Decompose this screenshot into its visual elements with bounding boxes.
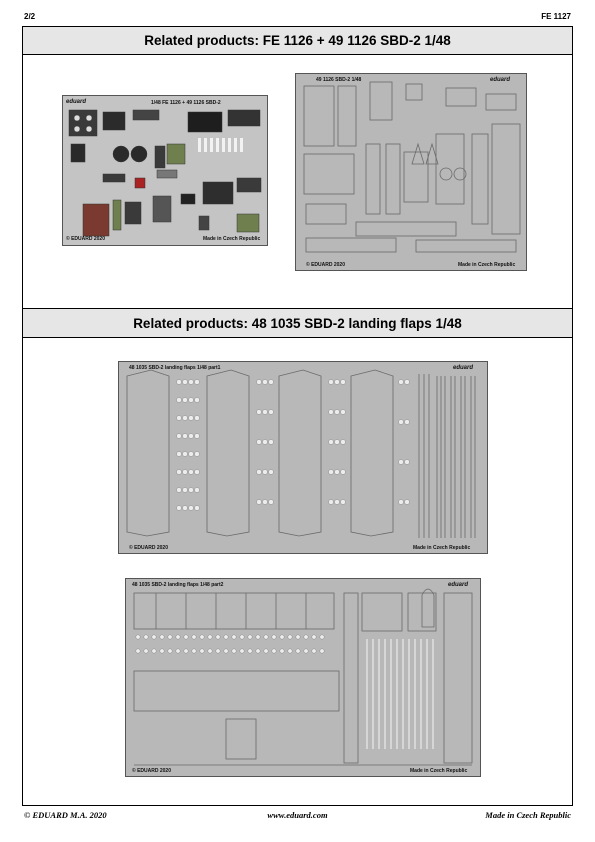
photo-etch-sheet-fe1126 xyxy=(62,95,268,246)
sheet-d-label: 48 1035 SBD-2 landing flaps 1/48 part2 xyxy=(132,582,224,588)
sheet-c-origin: Made in Czech Republic xyxy=(413,545,471,551)
sheet-d-origin: Made in Czech Republic xyxy=(410,768,468,774)
sheet-b-label: 49 1126 SBD-2 1/48 xyxy=(316,77,362,83)
sheet-a-copyright: © EDUARD 2020 xyxy=(66,236,105,242)
photo-etch-sheet-481035-part2 xyxy=(125,578,481,777)
footer-copyright: © EDUARD M.A. 2020 xyxy=(24,810,107,820)
product-code: FE 1127 xyxy=(541,12,571,21)
sheet-d-parts-drawing xyxy=(126,579,480,776)
section2-title: Related products: 48 1035 SBD-2 landing flaps 1/48 xyxy=(23,308,572,338)
sheet-a-brand: eduard xyxy=(66,99,87,105)
sheet-c-brand: eduard xyxy=(453,365,474,371)
photo-etch-sheet-481035-part1 xyxy=(118,361,488,554)
sheet-c-copyright: © EDUARD 2020 xyxy=(129,545,168,551)
sheet-b-copyright: © EDUARD 2020 xyxy=(306,262,345,268)
sheet-a-parts-drawing xyxy=(63,96,267,245)
footer-origin: Made in Czech Republic xyxy=(485,810,571,820)
section1-title: Related products: FE 1126 + 49 1126 SBD-2 1/48 xyxy=(23,27,572,55)
sheet-c-label: 48 1035 SBD-2 landing flaps 1/48 part1 xyxy=(129,365,221,371)
photo-etch-sheet-491126 xyxy=(295,73,527,271)
sheet-d-copyright: © EDUARD 2020 xyxy=(132,768,171,774)
sheet-a-origin: Made in Czech Republic xyxy=(203,236,261,242)
sheet-b-parts-drawing xyxy=(296,74,526,270)
sheet-a-scale-label: 1/48 FE 1126 + 49 1126 SBD-2 xyxy=(151,100,221,106)
sheet-d-brand: eduard xyxy=(448,582,469,588)
page-number: 2/2 xyxy=(24,12,36,21)
footer-website: www.eduard.com xyxy=(267,810,328,820)
sheet-b-origin: Made in Czech Republic xyxy=(458,262,516,268)
sheet-c-parts-drawing xyxy=(119,362,487,553)
sheet-b-brand: eduard xyxy=(490,77,511,83)
